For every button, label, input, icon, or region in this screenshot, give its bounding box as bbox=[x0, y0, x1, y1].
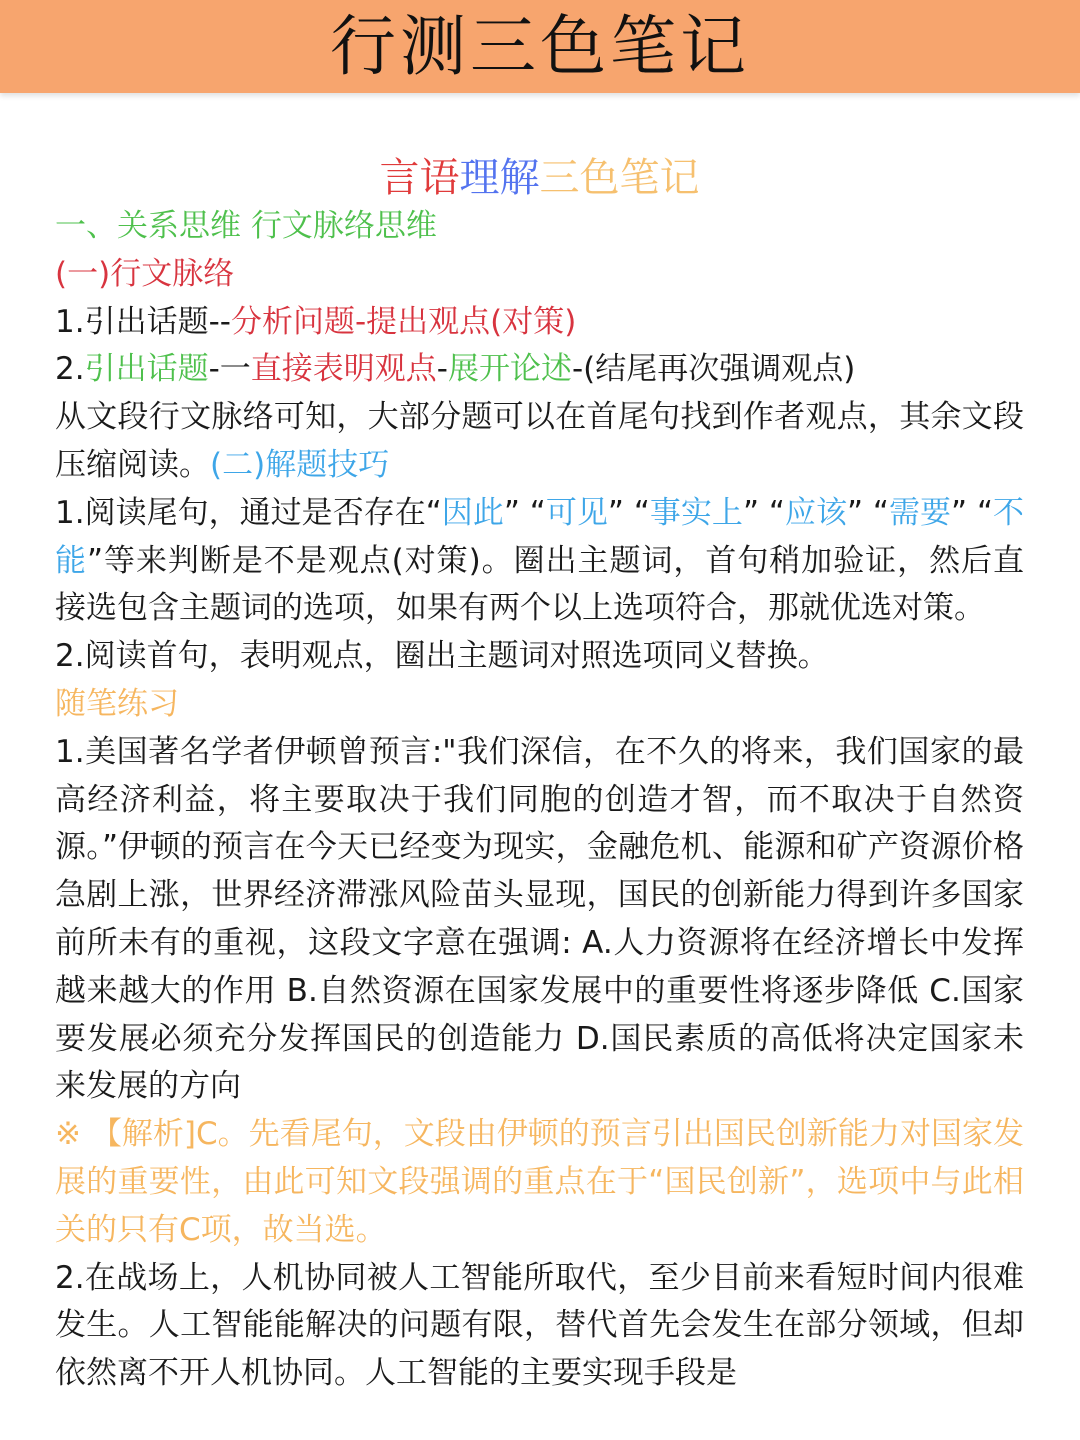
text-run: -一 bbox=[208, 351, 251, 388]
text-run: - bbox=[436, 351, 448, 388]
text-run: ” “ bbox=[607, 494, 650, 531]
text-run: 分析问题-提出观点(对策) bbox=[230, 303, 577, 340]
practice-heading: 随笔练习 bbox=[55, 685, 179, 722]
structure-line-2 bbox=[55, 346, 1024, 394]
text-run: 引出话题 bbox=[84, 351, 209, 388]
subheading-solving-tips: (二)解题技巧 bbox=[210, 446, 390, 483]
text-run: -(结尾再次强调观点) bbox=[571, 351, 856, 388]
keyword: 需要 bbox=[889, 494, 952, 531]
tip-paragraph-2: 2.阅读首句，表明观点，圈出主题词对照选项同义替换。 bbox=[55, 638, 829, 675]
text-run: 1.阅读尾句，通过是否存在“ bbox=[55, 494, 442, 531]
page-title: 行测三色笔记 bbox=[330, 7, 750, 85]
text-run: ” “ bbox=[951, 494, 994, 531]
answer-analysis-1: ※ 【解析]C。先看尾句，文段由伊顿的预言引出国民创新能力对国家发展的重要性，由此可知文段强调的重点在于“国民创新”，选项中与此相关的只有C项，故当选。 bbox=[55, 1116, 1024, 1248]
keyword: 事实上 bbox=[649, 494, 743, 531]
structure-line-1 bbox=[55, 299, 1024, 347]
text-run: 直接表明观点 bbox=[250, 351, 437, 388]
text-run: 2. bbox=[55, 351, 85, 388]
text-run: ” “ bbox=[742, 494, 785, 531]
subheading-text-structure: (一)行文脉络 bbox=[55, 255, 235, 292]
structure-summary-paragraph bbox=[55, 394, 1024, 490]
text-run: ” “ bbox=[503, 494, 546, 531]
subtitle-part-3: 三色笔记 bbox=[539, 155, 700, 201]
keyword: 不能 bbox=[55, 494, 1025, 579]
section-subtitle bbox=[55, 153, 1024, 203]
text-run: ” “ bbox=[847, 494, 889, 531]
question-2: 2.在战场上，人机协同被人工智能所取代，至少目前来看短时间内很难发生。人工智能能解决的问题有限，替代首先会发生在部分领域，但却依然离不开人机协同。人工智能的主要实现手段是 bbox=[55, 1259, 1024, 1392]
text-run: 从文段行文脉络可知，大部分题可以在首尾句找到作者观点，其余文段压缩阅读。 bbox=[55, 399, 1024, 483]
text-run: ”等来判断是不是观点(对策)。圈出主题词，首句稍加验证，然后直接选包含主题词的选项，如果有两个以上选项符合，那就优选对策。 bbox=[55, 542, 1025, 627]
subtitle-part-1: 言语 bbox=[379, 155, 460, 201]
question-1: 1.美国著名学者伊顿曾预言:"我们深信，在不久的将来，我们国家的最高经济利益，将主要取决于我们同胞的创造才智，而不取决于自然资源。”伊顿的预言在今天已经变为现实，金融危机、能源和矿产资源价格急剧上涨，世界经济滞涨风险苗头显现，国民的创新能力得到许多国家前所未有的重视，这段文字意在强调: A.人力资源将在经济增长中发挥越来越大的作用 B.自然资源在国家发展中的重要性将逐步降低 C.国家要发展必须充分发挥国民的创造能力 D.国民素质的高低将决定国家未来发展的方向 bbox=[55, 733, 1024, 1105]
heading-relation-thinking: 一、关系思维 行文脉络思维 bbox=[55, 208, 437, 244]
note-content bbox=[0, 153, 1080, 1398]
subtitle-part-2: 理解 bbox=[459, 155, 540, 201]
keyword: 因此 bbox=[441, 494, 504, 531]
tip-paragraph-1 bbox=[55, 490, 1024, 633]
text-run: 展开论述 bbox=[447, 351, 572, 388]
text-run: 1.引出话题-- bbox=[55, 303, 231, 340]
keyword: 可见 bbox=[545, 494, 608, 531]
keyword: 应该 bbox=[784, 494, 847, 531]
title-banner bbox=[0, 0, 1080, 93]
